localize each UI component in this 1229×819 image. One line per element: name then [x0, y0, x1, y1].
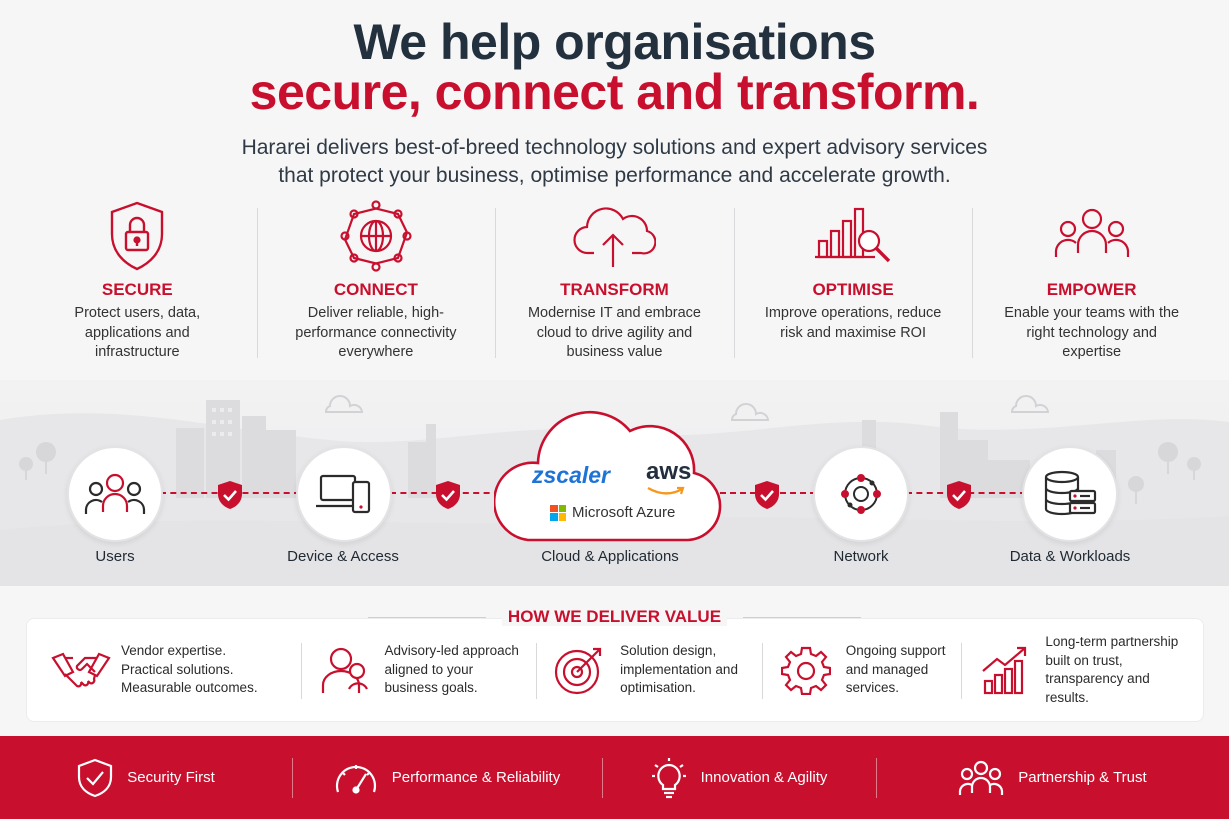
value-text-line: Practical solutions.: [121, 661, 234, 677]
value-text-line: transparency and results.: [1045, 671, 1150, 705]
footer-item-innovation: [602, 758, 876, 798]
shield-check-icon: [216, 480, 244, 510]
value-text: [1045, 633, 1181, 707]
pillar-desc: Protect users, data, applications and infrastructure: [74, 305, 201, 360]
node-data-workloads[interactable]: [1022, 446, 1118, 542]
aws-logo: [646, 458, 691, 486]
hero-subtitle-line2: that protect your business, optimise performance and accelerate growth.: [278, 164, 951, 187]
people-icon: [958, 759, 1004, 797]
shield-check-icon: [945, 480, 973, 510]
node-label-device-access: Device & Access: [287, 548, 399, 565]
value-text-line: Vendor expertise.: [121, 643, 227, 659]
pillar-desc: Enable your teams with the right technology and expertise: [1004, 305, 1180, 360]
aws-smile-icon: [646, 486, 686, 496]
node-device-access[interactable]: [296, 446, 392, 542]
node-label-users: Users: [95, 548, 135, 565]
pillars: [18, 198, 1211, 370]
value-text: [620, 642, 738, 698]
value-text-line: aligned to your: [384, 661, 474, 677]
heading-rule: [743, 617, 861, 618]
zscaler-logo: zscaler: [532, 462, 611, 488]
aws-logo-text: aws: [646, 458, 692, 485]
value-text-line: and managed: [845, 661, 929, 677]
cloud-upload-icon: [495, 198, 734, 274]
pillar-title: EMPOWER: [1046, 280, 1137, 299]
heading-rule: [368, 617, 486, 618]
pillar-title: CONNECT: [333, 280, 418, 299]
handshake-icon: [49, 642, 113, 698]
target-icon: [548, 642, 612, 698]
users-icon: [84, 472, 146, 516]
speedometer-icon: [334, 760, 378, 796]
node-cloud-applications[interactable]: [494, 404, 726, 544]
value-text-line: business goals.: [384, 680, 478, 696]
value-text-line: services.: [845, 680, 899, 696]
value-item: [536, 633, 762, 707]
value-item: [37, 633, 301, 707]
hero-subtitle-line1: Hararei delivers best-of-breed technology solutions and expert advisory services: [241, 136, 988, 159]
node-label-network: Network: [833, 548, 889, 565]
hero-subtitle: [0, 134, 1229, 190]
node-label-data-workloads: Data & Workloads: [1009, 548, 1131, 565]
pillar-empower: [972, 198, 1211, 370]
value-text-line: Ongoing support: [845, 643, 946, 659]
footer-label: Performance & Reliability: [391, 769, 561, 786]
hero-title: We help organisations: [353, 14, 876, 70]
value-heading-text: HOW WE DELIVER VALUE: [502, 607, 727, 626]
footer-item-performance: [292, 758, 602, 798]
azure-logo-text: Microsoft Azure: [572, 504, 676, 521]
value-item: [762, 633, 962, 707]
footer-label: Partnership & Trust: [1018, 769, 1147, 786]
shield-check-icon: [434, 480, 462, 510]
footer-banner: [0, 736, 1229, 819]
azure-logo: [550, 504, 675, 521]
microsoft-logo-icon: [550, 505, 566, 521]
value-text-line: Advisory-led approach: [384, 643, 519, 659]
database-server-icon: [1042, 469, 1098, 519]
node-network[interactable]: [813, 446, 909, 542]
value-panel: [26, 618, 1204, 722]
footer-label: Security First: [127, 769, 215, 786]
value-text-line: implementation and: [620, 661, 738, 677]
laptop-phone-icon: [315, 472, 373, 516]
pillar-desc: Improve operations, reduce risk and maximise ROI: [764, 305, 942, 341]
node-users[interactable]: [67, 446, 163, 542]
value-text: [121, 642, 258, 698]
pillar-connect: [257, 198, 496, 370]
advisor-icon: [313, 642, 377, 698]
gear-icon: [774, 642, 838, 698]
pillar-desc: Modernise IT and embrace cloud to drive agility and business value: [527, 305, 701, 360]
lock-shield-icon: [18, 198, 257, 274]
footer-item-security-first: [0, 758, 292, 798]
value-text-line: Solution design,: [620, 643, 717, 659]
footer-label: Innovation & Agility: [700, 769, 828, 786]
pillar-title: OPTIMISE: [812, 280, 894, 299]
value-text-line: built on trust,: [1045, 652, 1123, 668]
network-node-icon: [835, 468, 887, 520]
node-label-cloud-applications: Cloud & Applications: [541, 548, 679, 565]
value-item: [961, 633, 1193, 707]
shield-check-icon: [753, 480, 781, 510]
pillar-title: TRANSFORM: [560, 280, 669, 299]
footer-item-partnership: [876, 758, 1229, 798]
network-globe-icon: [257, 198, 496, 274]
growth-chart-icon: [973, 642, 1037, 698]
shield-check-icon: [77, 758, 113, 798]
pillar-desc: Deliver reliable, high-performance connectivity everywhere: [295, 305, 457, 360]
pillar-transform: [495, 198, 734, 370]
value-text-line: Measurable outcomes.: [121, 680, 258, 696]
bar-chart-magnifier-icon: [734, 198, 973, 274]
pillar-secure: [18, 198, 257, 370]
pillar-title: SECURE: [101, 280, 173, 299]
value-text-line: Long-term partnership: [1045, 634, 1179, 649]
hero-title-accent: secure, connect and transform.: [249, 64, 980, 120]
lightbulb-icon: [651, 757, 687, 799]
value-text-line: optimisation.: [620, 680, 696, 696]
value-item: [301, 633, 537, 707]
value-heading: [0, 607, 1229, 627]
pillar-optimise: [734, 198, 973, 370]
hero: [0, 14, 1229, 190]
value-text: [846, 642, 946, 698]
value-text: [385, 642, 519, 698]
team-icon: [972, 198, 1211, 274]
